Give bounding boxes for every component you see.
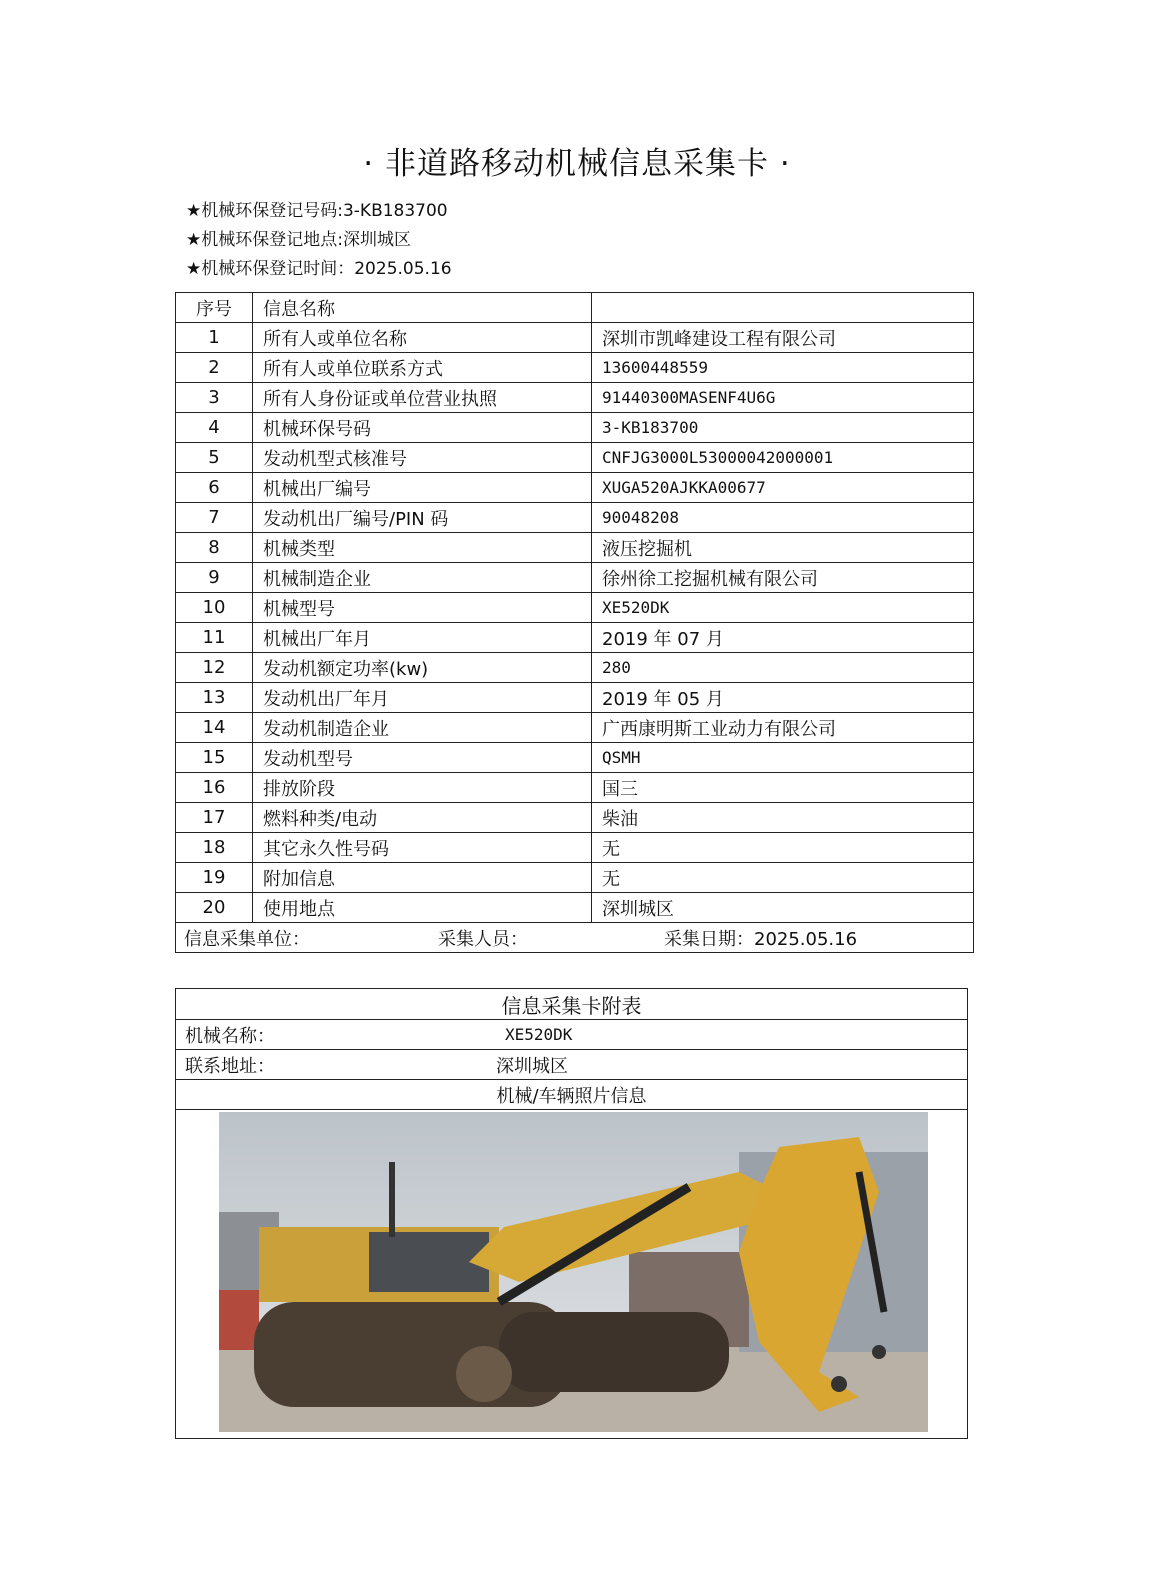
row-number: 16 xyxy=(176,773,253,803)
row-field-value: 液压挖掘机 xyxy=(592,533,974,563)
row-field-name: 所有人身份证或单位营业执照 xyxy=(253,383,592,413)
row-field-name: 使用地点 xyxy=(253,893,592,923)
table-row xyxy=(176,323,974,353)
row-field-value: 深圳市凯峰建设工程有限公司 xyxy=(592,323,974,353)
row-number: 4 xyxy=(176,413,253,443)
row-number: 17 xyxy=(176,803,253,833)
table-row xyxy=(176,833,974,863)
table-row xyxy=(176,413,974,443)
row-field-value: 徐州徐工挖掘机械有限公司 xyxy=(592,563,974,593)
row-number: 19 xyxy=(176,863,253,893)
footer-row xyxy=(176,923,974,953)
header-name: 信息名称 xyxy=(253,293,592,323)
row-field-name: 发动机型号 xyxy=(253,743,592,773)
registration-time: ★机械环保登记时间：2025.05.16 xyxy=(186,259,452,279)
row-field-value: 2019 年 05 月 xyxy=(592,683,974,713)
row-number: 2 xyxy=(176,353,253,383)
table-row xyxy=(176,773,974,803)
row-field-name: 机械制造企业 xyxy=(253,563,592,593)
row-number: 9 xyxy=(176,563,253,593)
info-table xyxy=(175,292,974,953)
row-field-name: 发动机额定功率(kw) xyxy=(253,653,592,683)
row-field-value: 柴油 xyxy=(592,803,974,833)
table-row xyxy=(176,593,974,623)
row-field-name: 发动机制造企业 xyxy=(253,713,592,743)
header-no: 序号 xyxy=(176,293,253,323)
row-field-name: 机械环保号码 xyxy=(253,413,592,443)
row-field-value: QSMH xyxy=(592,743,974,773)
machine-name-value: XE520DK xyxy=(505,1025,573,1044)
table-row xyxy=(176,653,974,683)
row-field-name: 所有人或单位名称 xyxy=(253,323,592,353)
table-row xyxy=(176,503,974,533)
row-field-name: 发动机出厂年月 xyxy=(253,683,592,713)
row-number: 8 xyxy=(176,533,253,563)
table-row xyxy=(176,533,974,563)
row-number: 1 xyxy=(176,323,253,353)
row-field-name: 机械型号 xyxy=(253,593,592,623)
registration-number: ★机械环保登记号码:3-KB183700 xyxy=(186,201,448,221)
row-field-value: XUGA520AJKKA00677 xyxy=(592,473,974,503)
row-field-value: 3-KB183700 xyxy=(592,413,974,443)
row-number: 12 xyxy=(176,653,253,683)
table-row xyxy=(176,443,974,473)
row-number: 13 xyxy=(176,683,253,713)
annex-title: 信息采集卡附表 xyxy=(176,989,967,1020)
row-field-name: 排放阶段 xyxy=(253,773,592,803)
pin xyxy=(831,1376,847,1392)
red-barrier xyxy=(219,1290,259,1350)
row-field-value: 无 xyxy=(592,833,974,863)
row-number: 3 xyxy=(176,383,253,413)
track-rear xyxy=(499,1312,729,1392)
excavator-photo xyxy=(219,1112,928,1432)
row-field-name: 机械类型 xyxy=(253,533,592,563)
row-field-name: 机械出厂年月 xyxy=(253,623,592,653)
machine-name-row xyxy=(176,1020,967,1050)
collection-date: 采集日期：2025.05.16 xyxy=(664,928,858,950)
row-field-name: 附加信息 xyxy=(253,863,592,893)
address-label: 联系地址： xyxy=(185,1055,275,1077)
address-row xyxy=(176,1050,967,1080)
row-field-name: 机械出厂编号 xyxy=(253,473,592,503)
row-field-value: CNFJG3000L53000042000001 xyxy=(592,443,974,473)
row-field-value: 90048208 xyxy=(592,503,974,533)
row-number: 18 xyxy=(176,833,253,863)
table-row xyxy=(176,863,974,893)
antenna-rail xyxy=(389,1162,395,1237)
footer-cell xyxy=(176,923,974,953)
row-field-name: 其它永久性号码 xyxy=(253,833,592,863)
header-value xyxy=(592,293,974,323)
row-number: 10 xyxy=(176,593,253,623)
table-row xyxy=(176,893,974,923)
row-field-value: 13600448559 xyxy=(592,353,974,383)
collection-unit: 信息采集单位： xyxy=(184,928,310,950)
row-field-value: 深圳城区 xyxy=(592,893,974,923)
table-header-row xyxy=(176,293,974,323)
photo-label: 机械/车辆照片信息 xyxy=(176,1080,967,1110)
row-number: 20 xyxy=(176,893,253,923)
page-title: · 非道路移动机械信息采集卡 · xyxy=(363,146,791,182)
table-row xyxy=(176,683,974,713)
row-field-value: 国三 xyxy=(592,773,974,803)
annex-table xyxy=(175,988,968,1439)
row-number: 5 xyxy=(176,443,253,473)
row-field-value: 2019 年 07 月 xyxy=(592,623,974,653)
registration-place: ★机械环保登记地点:深圳城区 xyxy=(186,230,411,250)
pin-2 xyxy=(872,1345,886,1359)
table-row xyxy=(176,803,974,833)
row-field-name: 燃料种类/电动 xyxy=(253,803,592,833)
idler-wheel xyxy=(456,1346,512,1402)
row-number: 7 xyxy=(176,503,253,533)
collection-person: 采集人员： xyxy=(438,928,528,950)
row-field-name: 发动机型式核准号 xyxy=(253,443,592,473)
row-field-value: XE520DK xyxy=(592,593,974,623)
table-row xyxy=(176,383,974,413)
address-value: 深圳城区 xyxy=(496,1055,568,1077)
table-row xyxy=(176,353,974,383)
table-row xyxy=(176,743,974,773)
row-field-value: 无 xyxy=(592,863,974,893)
machine-name-label: 机械名称： xyxy=(185,1025,275,1047)
table-row xyxy=(176,473,974,503)
row-field-value: 280 xyxy=(592,653,974,683)
row-field-name: 所有人或单位联系方式 xyxy=(253,353,592,383)
row-field-value: 广西康明斯工业动力有限公司 xyxy=(592,713,974,743)
row-number: 6 xyxy=(176,473,253,503)
row-number: 15 xyxy=(176,743,253,773)
row-field-value: 91440300MASENF4U6G xyxy=(592,383,974,413)
row-number: 14 xyxy=(176,713,253,743)
table-row xyxy=(176,563,974,593)
row-number: 11 xyxy=(176,623,253,653)
table-row xyxy=(176,713,974,743)
row-field-name: 发动机出厂编号/PIN 码 xyxy=(253,503,592,533)
table-row xyxy=(176,623,974,653)
